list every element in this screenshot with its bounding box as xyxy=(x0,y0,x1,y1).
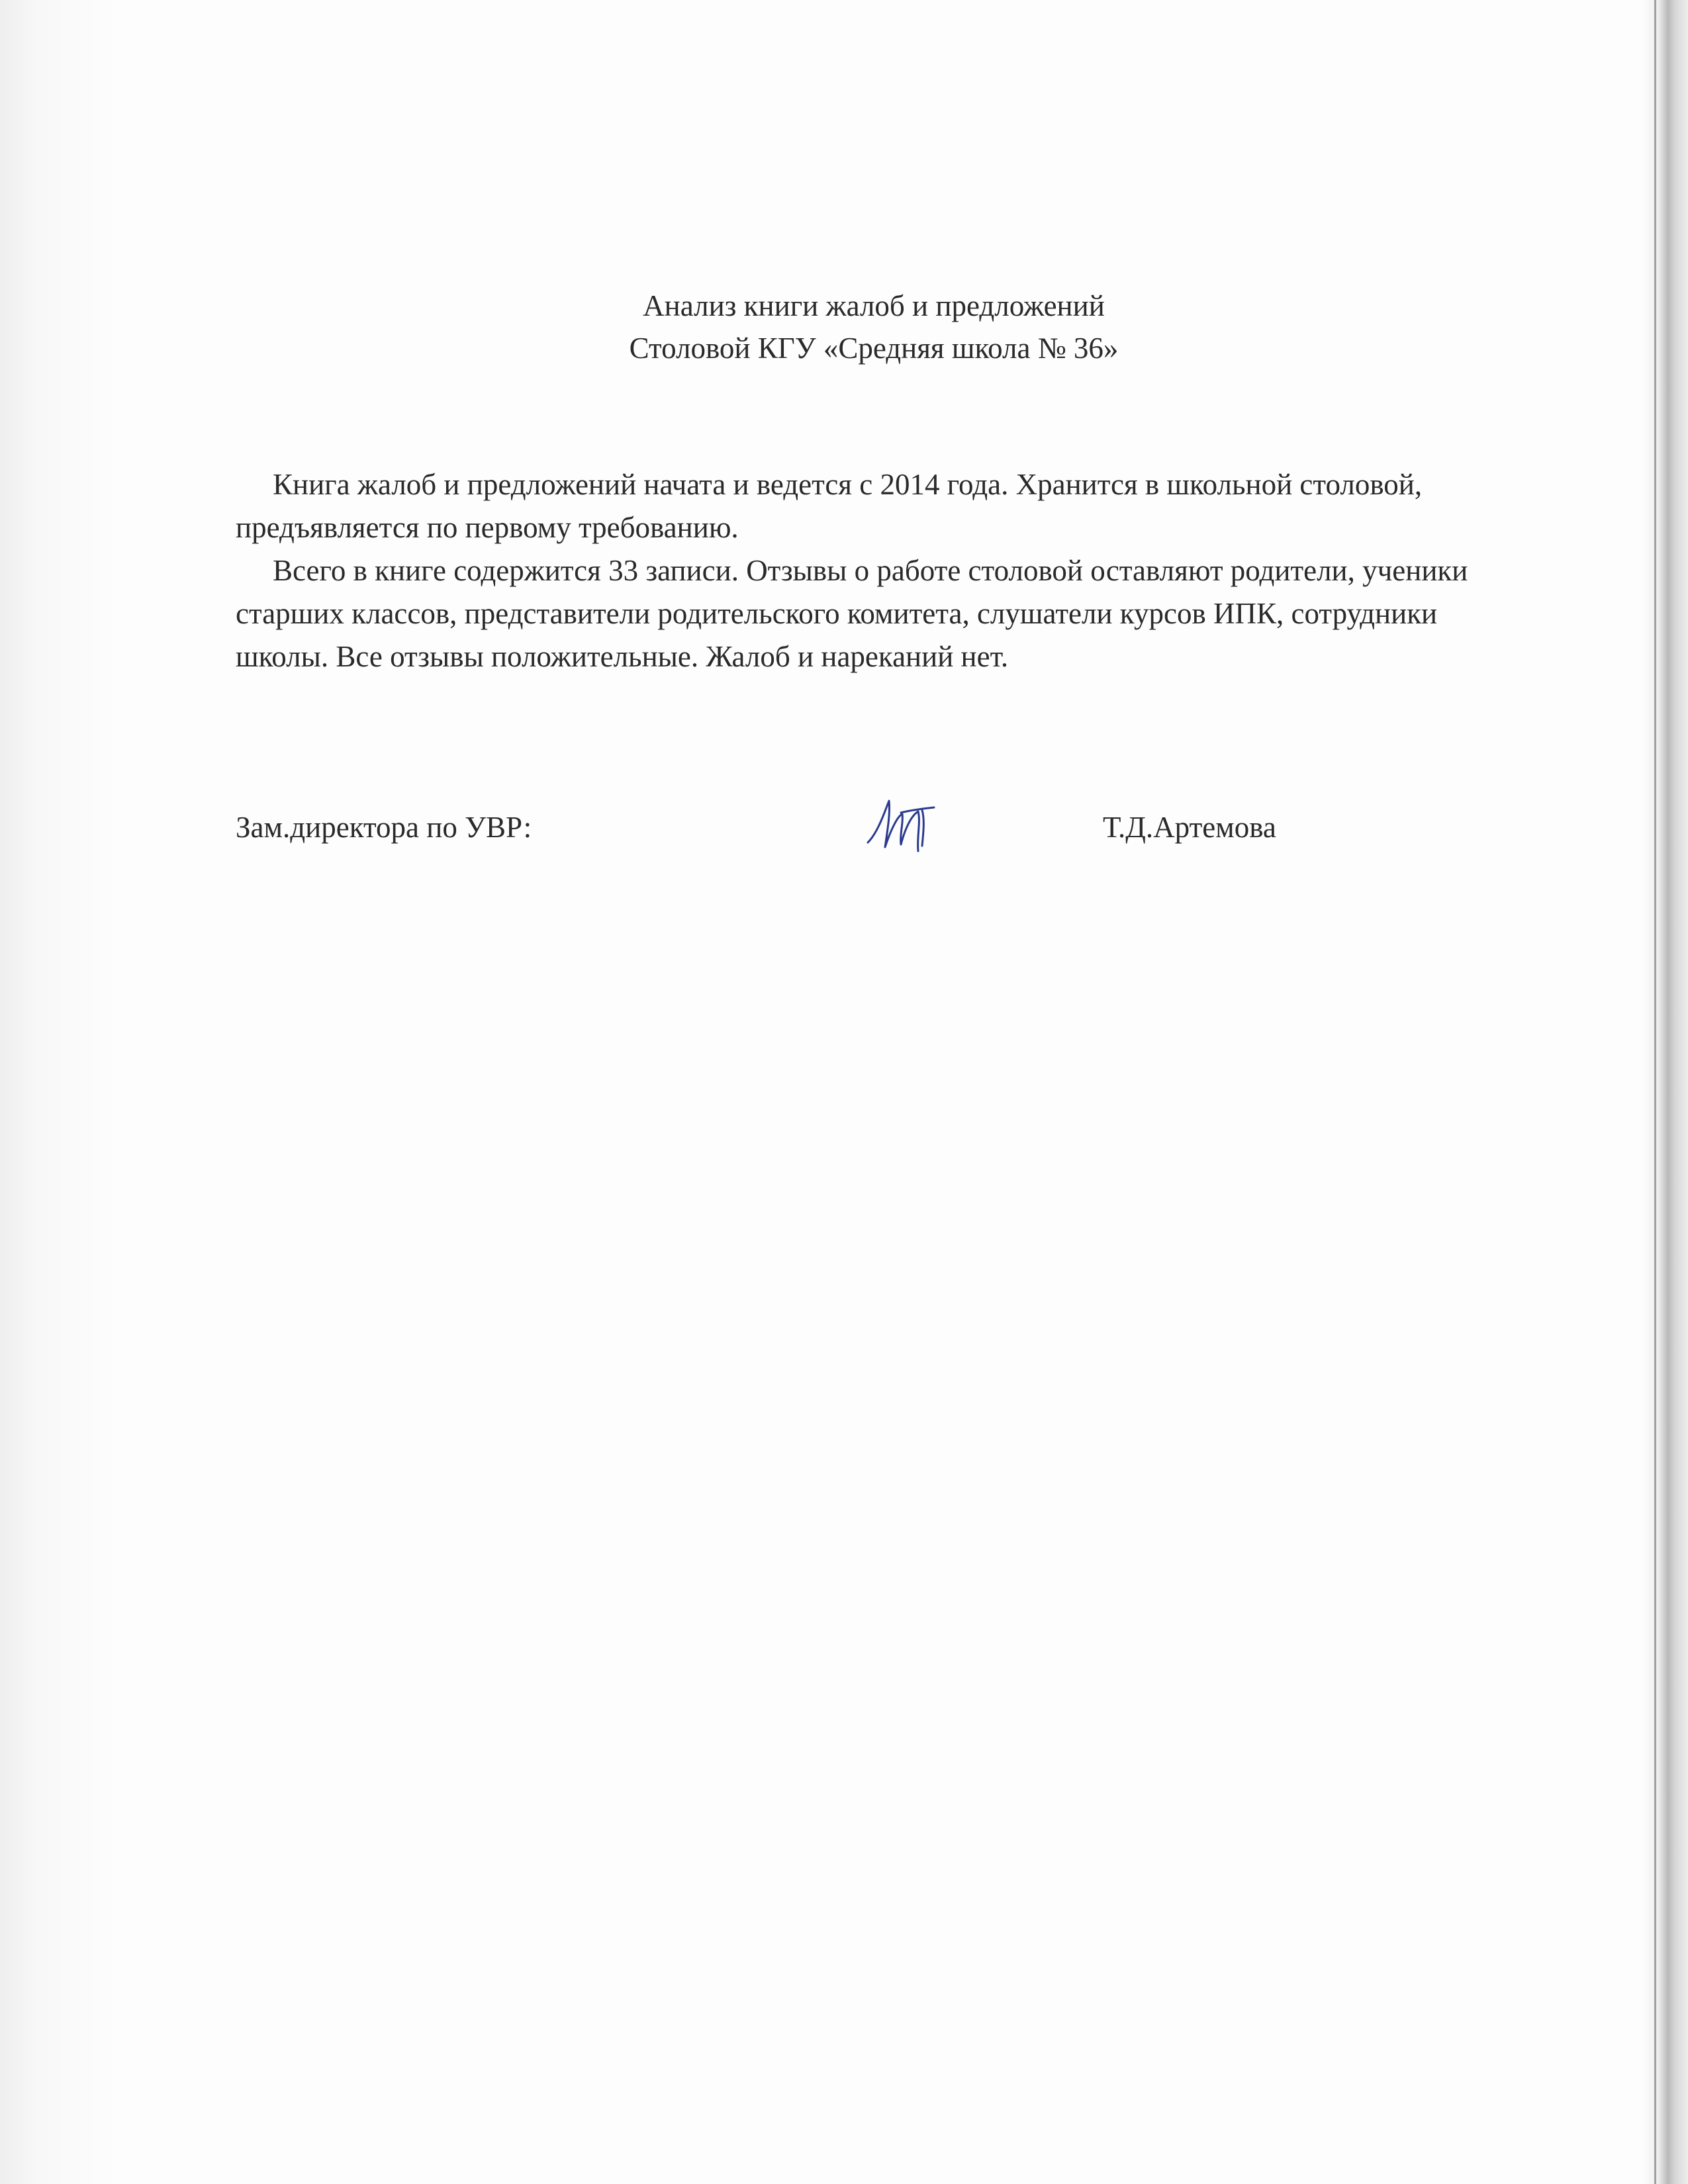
document-body xyxy=(236,463,1533,678)
signatory-position: Зам.директора по УВР: xyxy=(236,811,532,844)
document-title xyxy=(0,285,1688,369)
paragraph-1: Книга жалоб и предложений начата и ведется с 2014 года. Хранится в школьной столовой, предъявляется по первому требованию. xyxy=(236,468,1423,544)
handwritten-signature xyxy=(861,793,941,859)
title-line-2: Столовой КГУ «Средняя школа № 36» xyxy=(629,332,1119,365)
signature-row xyxy=(236,806,1493,866)
signatory-name: Т.Д.Артемова xyxy=(1103,811,1276,844)
title-line-1: Анализ книги жалоб и предложений xyxy=(643,289,1105,322)
paragraph-2: Всего в книге содержится 33 записи. Отзывы о работе столовой оставляют родители, ученики старших классов, представители родительского комитета, слушатели курсов ИПК, сотрудники школы. Все отзывы положительные. Жалоб и нареканий нет. xyxy=(236,554,1468,673)
